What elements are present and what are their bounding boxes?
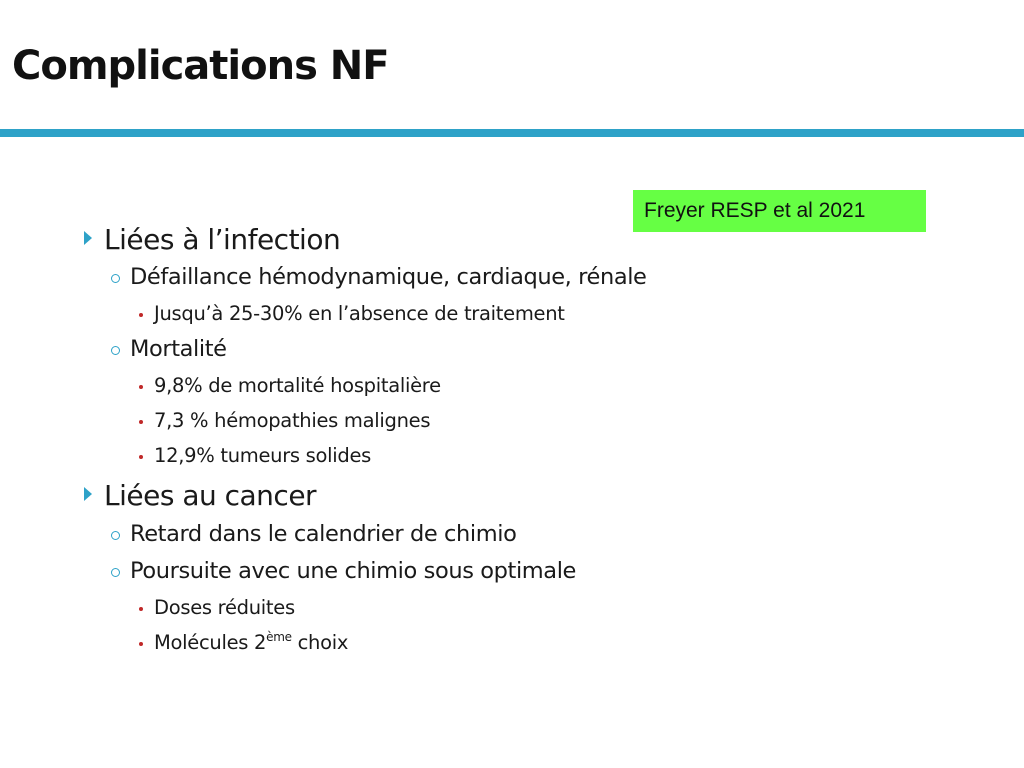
triangle-bullet-icon	[72, 230, 104, 249]
molecules-prefix: Molécules 2	[154, 631, 267, 654]
bullet-label: Défaillance hémodynamique, cardiaque, rénale	[130, 264, 647, 290]
bullet-poursuite	[72, 555, 576, 587]
dot-bullet-icon	[128, 377, 154, 393]
bullet-label: 9,8% de mortalité hospitalière	[154, 373, 441, 397]
bullet-label: Poursuite avec une chimio sous optimale	[130, 558, 576, 584]
molecules-suffix: choix	[291, 631, 349, 654]
bullet-label: Liées à l’infection	[104, 222, 341, 256]
ring-bullet-icon	[100, 562, 130, 581]
bullet-defaillance	[72, 261, 647, 293]
slide-title: Complications NF	[12, 43, 389, 89]
title-divider	[0, 129, 1024, 137]
ring-bullet-icon	[100, 340, 130, 359]
bullet-jusqua	[72, 299, 565, 327]
triangle-bullet-icon	[72, 486, 104, 505]
bullet-retard	[72, 518, 516, 550]
bullet-label: Retard dans le calendrier de chimio	[130, 521, 517, 547]
dot-bullet-icon	[128, 599, 154, 615]
bullet-label	[154, 630, 348, 654]
citation-badge: Freyer RESP et al 2021	[633, 190, 926, 232]
bullet-label: 12,9% tumeurs solides	[154, 443, 372, 467]
bullet-label: Mortalité	[130, 336, 227, 362]
bullet-cancer	[72, 476, 316, 514]
bullet-tumeurs	[72, 441, 371, 469]
ring-bullet-icon	[100, 268, 130, 287]
bullet-label: 7,3 % hémopathies malignes	[154, 408, 431, 432]
dot-bullet-icon	[128, 412, 154, 428]
bullet-hemopathies	[72, 406, 430, 434]
bullet-mortalite	[72, 333, 227, 365]
bullet-molecules	[72, 628, 348, 656]
bullet-doses	[72, 593, 295, 621]
molecules-superscript: ème	[266, 630, 292, 644]
bullet-infection	[72, 220, 340, 258]
bullet-label: Jusqu’à 25-30% en l’absence de traitement	[154, 301, 565, 325]
ring-bullet-icon	[100, 525, 130, 544]
bullet-label: Doses réduites	[154, 595, 295, 619]
dot-bullet-icon	[128, 634, 154, 650]
dot-bullet-icon	[128, 447, 154, 463]
bullet-mortalite-hospitaliere	[72, 371, 441, 399]
bullet-label: Liées au cancer	[104, 478, 317, 512]
dot-bullet-icon	[128, 305, 154, 321]
